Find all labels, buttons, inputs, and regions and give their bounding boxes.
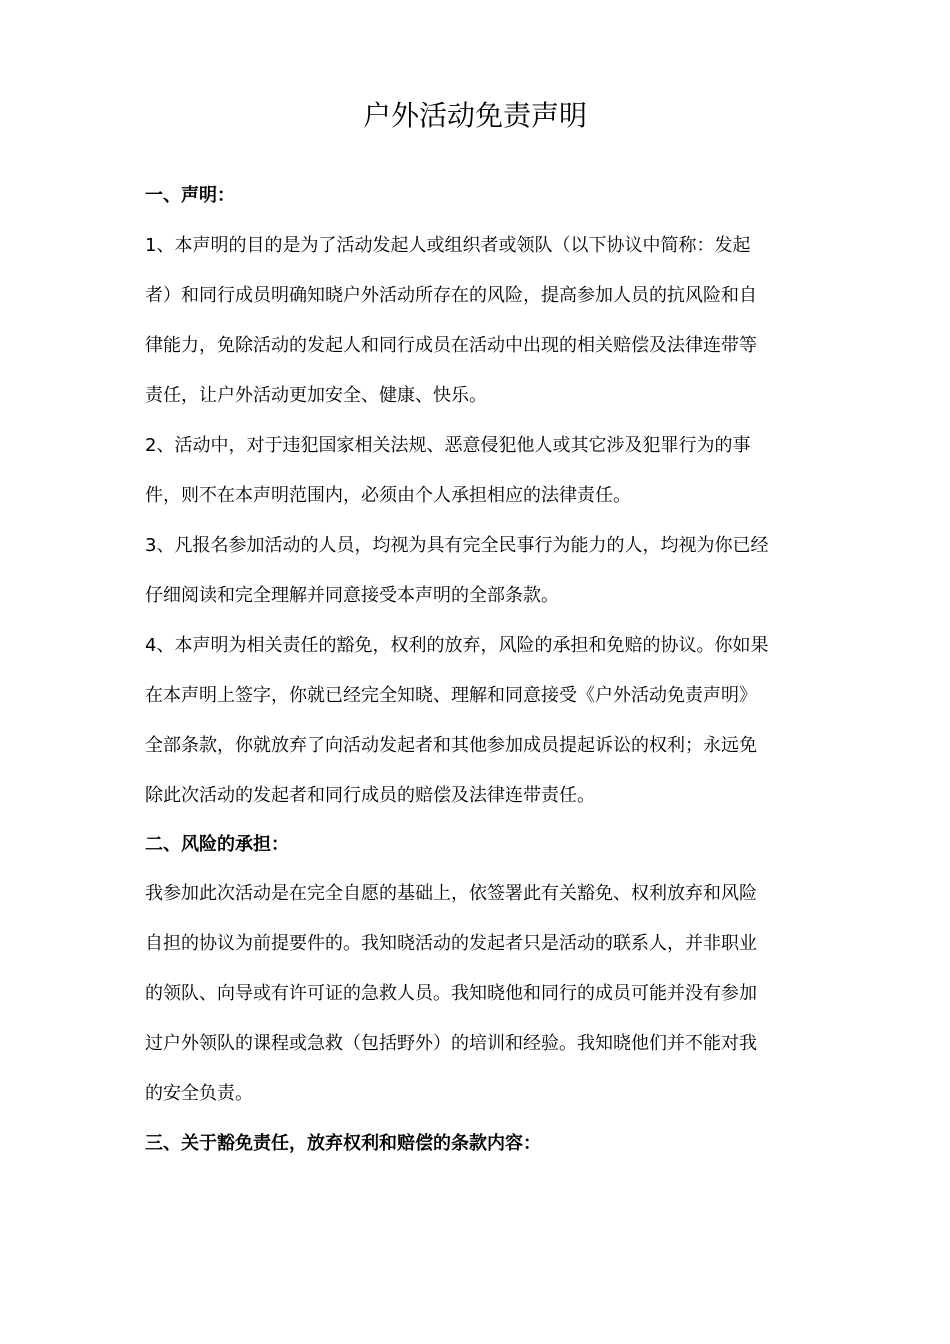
section-heading-risk: 二、风险的承担：: [145, 834, 289, 855]
paragraph-line: 我参加此次活动是在完全自愿的基础上，依签署此有关豁免、权利放弃和风险: [145, 883, 757, 904]
paragraph-line: 的安全负责。: [145, 1083, 253, 1104]
paragraph-line: 1、本声明的目的是为了活动发起人或组织者或领队（以下协议中简称：发起: [145, 235, 751, 256]
paragraph-line: 在本声明上签字，你就已经完全知晓、理解和同意接受《户外活动免责声明》: [145, 685, 757, 706]
paragraph-line: 律能力，免除活动的发起人和同行成员在活动中出现的相关赔偿及法律连带等: [145, 335, 757, 356]
paragraph-line: 3、凡报名参加活动的人员，均视为具有完全民事行为能力的人，均视为你已经: [145, 535, 769, 556]
paragraph-line: 自担的协议为前提要件的。我知晓活动的发起者只是活动的联系人，并非职业: [145, 933, 757, 954]
paragraph-line: 件，则不在本声明范围内，必须由个人承担相应的法律责任。: [145, 485, 631, 506]
paragraph-line: 责任，让户外活动更加安全、健康、快乐。: [145, 385, 487, 406]
paragraph-line: 仔细阅读和完全理解并同意接受本声明的全部条款。: [145, 585, 559, 606]
document-title: 户外活动免责声明: [362, 99, 587, 132]
paragraph-line: 全部条款，你就放弃了向活动发起者和其他参加成员提起诉讼的权利；永远免: [145, 735, 757, 756]
paragraph-line: 过户外领队的课程或急救（包括野外）的培训和经验。我知晓他们并不能对我: [145, 1033, 757, 1054]
paragraph-line: 者）和同行成员明确知晓户外活动所存在的风险，提高参加人员的抗风险和自: [145, 285, 757, 306]
paragraph-line: 的领队、向导或有许可证的急救人员。我知晓他和同行的成员可能并没有参加: [145, 983, 757, 1004]
paragraph-line: 除此次活动的发起者和同行成员的赔偿及法律连带责任。: [145, 785, 595, 806]
section-heading-waiver: 三、关于豁免责任，放弃权利和赔偿的条款内容：: [145, 1133, 541, 1154]
paragraph-line: 2、活动中，对于违犯国家相关法规、恶意侵犯他人或其它涉及犯罪行为的事: [145, 435, 751, 456]
paragraph-line: 4、本声明为相关责任的豁免，权利的放弃，风险的承担和免赔的协议。你如果: [145, 635, 769, 656]
section-heading-declaration: 一、声明：: [145, 185, 235, 206]
